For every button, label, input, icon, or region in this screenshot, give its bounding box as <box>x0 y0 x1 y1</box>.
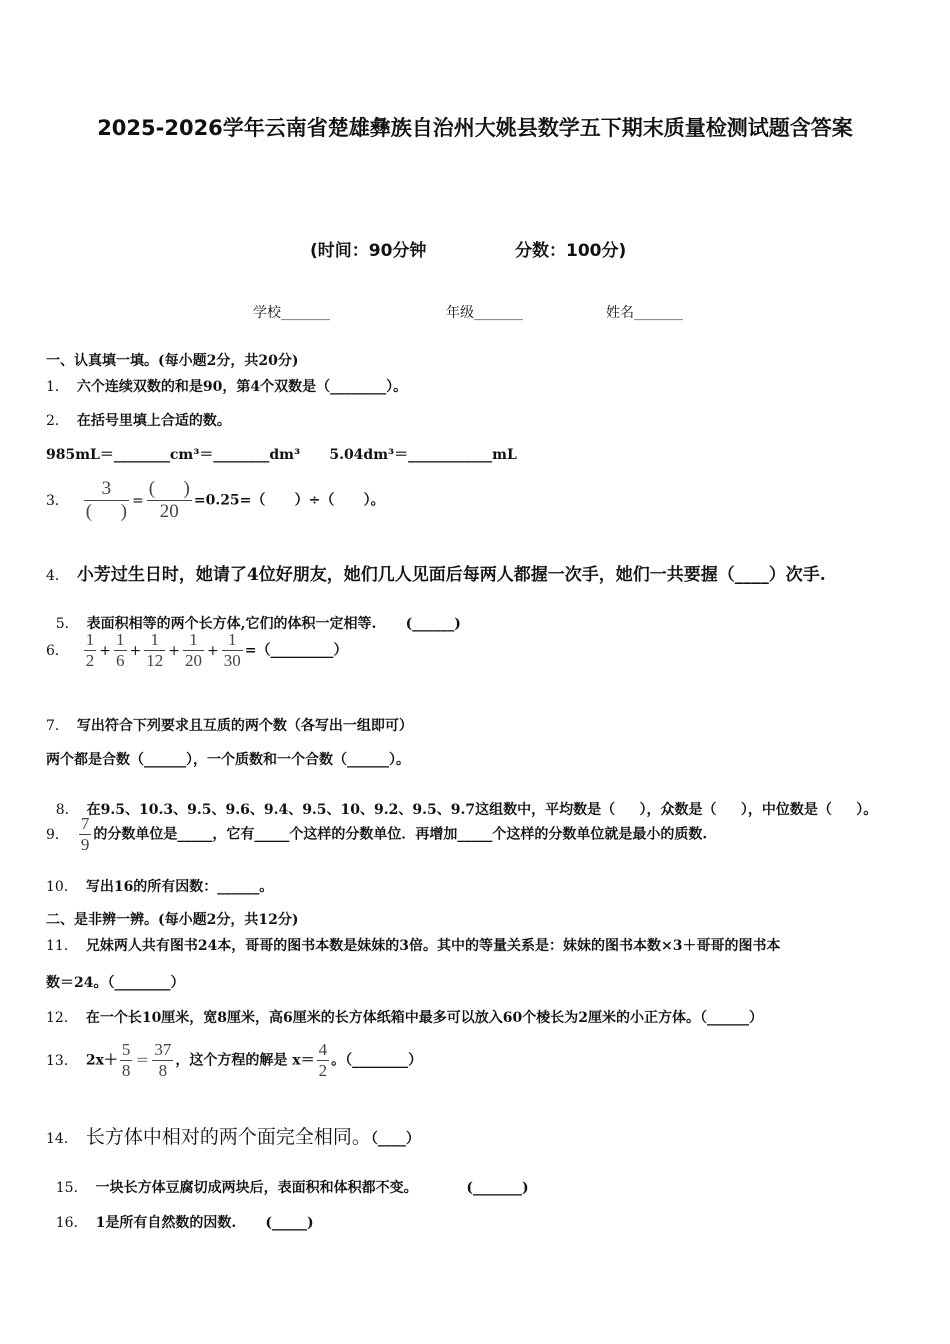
question-number: 9． <box>46 826 69 843</box>
question-14 <box>46 1122 420 1149</box>
question-9 <box>46 814 707 855</box>
denominator: 6 <box>116 651 125 670</box>
page-title: 2025-2026学年云南省楚雄彝族自治州大姚县数学五下期末质量检测试题含答案 <box>97 116 853 140</box>
question-3 <box>46 478 385 523</box>
question-number: 13． <box>46 1052 78 1069</box>
question-2-line: 985mL＝________cm³＝________dm³ 5.04dm³＝____________mL <box>46 447 517 463</box>
question-number: 3． <box>46 492 69 509</box>
plus-sign: + <box>168 642 180 659</box>
plus-sign: + <box>207 642 219 659</box>
fraction <box>120 1040 133 1081</box>
question-text: 兄妹两人共有图书24本，哥哥的图书本数是妹妹的3倍。其中的等量关系是：妹妹的图书本数×3＋哥哥的图书本 <box>85 938 781 954</box>
total-score: 分数：100分) <box>515 241 627 261</box>
question-text: ，这个方程的解是 x＝ <box>175 1052 315 1069</box>
fraction <box>84 478 129 523</box>
question-number: 5． <box>55 616 79 632</box>
denominator: 12 <box>146 651 164 670</box>
denominator: 8 <box>152 1060 173 1081</box>
question-text: 写出16的所有因数：______。 <box>85 879 274 895</box>
denominator: 20 <box>185 651 202 670</box>
numerator: 1 <box>85 630 95 649</box>
question-text: 在括号里填上合适的数。 <box>76 413 231 429</box>
question-number: 15． <box>55 1180 88 1196</box>
denominator: 20 <box>147 500 192 523</box>
denominator: 9 <box>80 835 90 854</box>
question-16 <box>46 1196 314 1232</box>
question-text: 表面积相等的两个长方体,它们的体积一定相等. (______) <box>86 616 461 632</box>
grade-field: 年级_______ <box>446 305 523 321</box>
question-number: 12． <box>46 1010 78 1026</box>
numerator: 5 <box>121 1040 131 1059</box>
question-text: =0.25=（ ）÷（ ）。 <box>193 492 385 509</box>
question-text: 在9.5、10.3、9.5、9.6、9.4、9.5、10、9.2、9.5、9.7这组数中，平均数是（ ），众数是（ ），中位数是（ ）。 <box>86 802 878 818</box>
question-6 <box>46 630 347 671</box>
numerator: ( ) <box>148 478 190 499</box>
school-field: 学校_______ <box>253 305 330 321</box>
numerator: 3 <box>101 478 112 499</box>
fraction <box>114 630 127 671</box>
denominator: 8 <box>121 1061 131 1080</box>
question-1 <box>46 376 407 396</box>
numerator: 1 <box>189 630 198 649</box>
fraction <box>147 478 192 523</box>
numerator: 4 <box>318 1040 328 1059</box>
name-field: 姓名_______ <box>606 305 683 321</box>
fraction <box>317 1040 330 1081</box>
question-number: 8． <box>55 802 79 818</box>
question-12 <box>46 1007 763 1027</box>
question-13 <box>46 1040 422 1081</box>
fraction <box>152 1040 173 1081</box>
question-number: 11． <box>46 938 78 954</box>
question-text: 的分数单位是_____，它有_____个这样的分数单位．再增加_____个这样的分数单位就是最小的质数. <box>93 826 708 843</box>
time-limit: (时间：90分钟 <box>310 241 427 261</box>
question-7 <box>46 715 413 735</box>
fraction <box>84 630 97 671</box>
question-number: 4． <box>46 568 69 584</box>
question-text: 六个连续双数的和是90，第4个双数是（________）。 <box>76 379 408 395</box>
section-1-heading: 一、认真填一填。(每小题2分，共20分) <box>46 353 299 369</box>
question-number: 14． <box>46 1131 78 1147</box>
question-text: 1是所有自然数的因数. (_____) <box>95 1215 314 1231</box>
question-11-line: 数＝24。（________） <box>46 975 185 991</box>
question-number: 10． <box>46 879 78 895</box>
denominator: 2 <box>318 1061 328 1080</box>
question-number: 2． <box>46 413 69 429</box>
equals-sign: = <box>131 492 144 509</box>
denominator: 30 <box>223 651 241 670</box>
fraction <box>144 630 165 671</box>
equals-sign: ＝ <box>135 1052 150 1069</box>
section-2-heading: 二、是非辨一辨。(每小题2分，共12分) <box>46 912 299 928</box>
question-15 <box>46 1161 529 1197</box>
question-11 <box>46 935 781 955</box>
question-2 <box>46 410 231 430</box>
denominator: 2 <box>85 651 95 670</box>
question-number: 7． <box>46 718 69 734</box>
answer-blank: （____） <box>370 1131 420 1147</box>
question-text: =（_________） <box>244 642 348 659</box>
equation-start: 2x＋ <box>85 1052 118 1069</box>
question-text: 在一个长10厘米，宽8厘米，高6厘米的长方体纸箱中最多可以放入60个棱长为2厘米的小正方体。（______） <box>85 1010 764 1026</box>
question-text: 一块长方体豆腐切成两块后，表面积和体积都不变。 (_______) <box>95 1180 529 1196</box>
plus-sign: + <box>99 642 112 659</box>
question-number: 6． <box>46 642 69 659</box>
numerator: 37 <box>154 1040 172 1059</box>
fraction <box>79 814 92 855</box>
numerator: 7 <box>80 814 90 833</box>
numerator: 1 <box>227 630 237 649</box>
question-text: 长方体中相对的两个面完全相同。 <box>85 1126 371 1148</box>
fraction <box>222 630 243 671</box>
numerator: 1 <box>116 630 125 649</box>
numerator: 1 <box>150 630 160 649</box>
question-4 <box>46 560 826 585</box>
question-5 <box>46 597 461 633</box>
question-7-line: 两个都是合数（______），一个质数和一个合数（______）。 <box>46 752 410 768</box>
question-text: 小芳过生日时，她请了4位好朋友，她们几人见面后每两人都握一次手，她们一共要握（____）次手. <box>76 565 826 585</box>
question-text: 。（________） <box>331 1052 423 1069</box>
question-number: 1． <box>46 379 69 395</box>
fraction <box>183 630 204 671</box>
question-10 <box>46 876 273 896</box>
plus-sign: + <box>129 642 142 659</box>
denominator: ( ) <box>85 501 127 522</box>
question-text: 写出符合下列要求且互质的两个数（各写出一组即可） <box>76 718 413 734</box>
question-number: 16． <box>55 1215 88 1231</box>
